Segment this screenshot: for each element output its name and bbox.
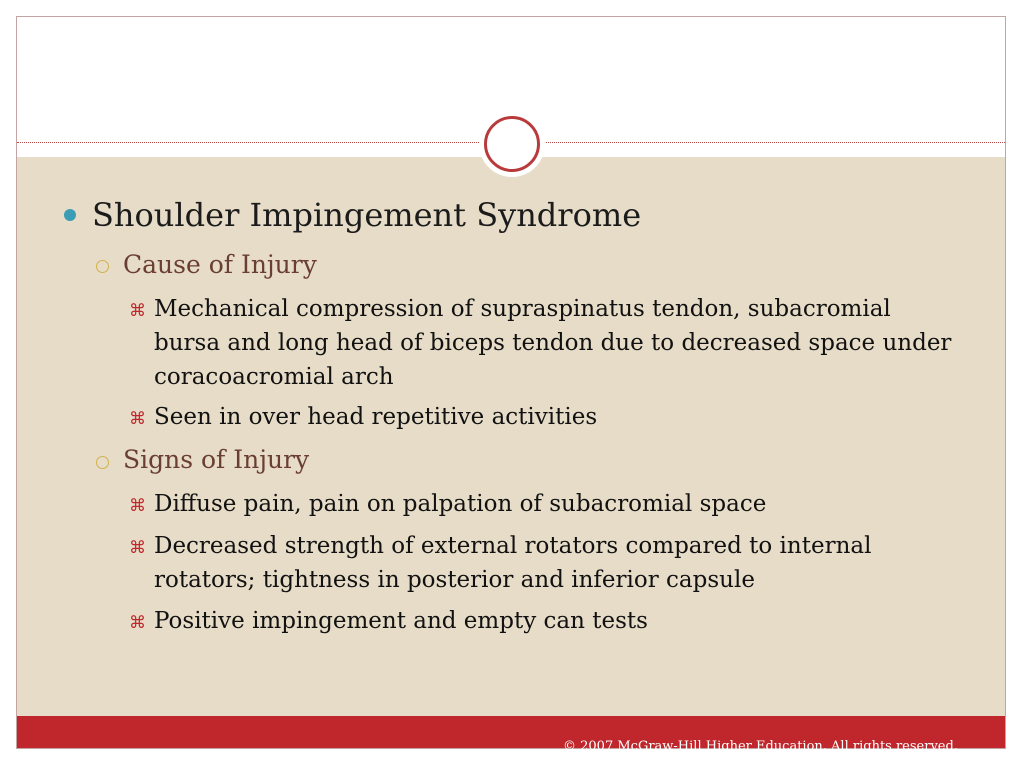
ornament-x-bullet-icon: ⌘ (129, 538, 146, 558)
list-item: Diffuse pain, pain on palpation of subacromial space (154, 491, 767, 517)
ornament-x-bullet-icon: ⌘ (129, 613, 146, 633)
filled-circle-bullet-icon (64, 209, 76, 221)
list-item: Seen in over head repetitive activities (154, 404, 598, 430)
list-item: Decreased strength of external rotators compared to internal rotators; tightness in posterior and inferior capsule (154, 533, 872, 593)
slide-title: Shoulder Impingement Syndrome (92, 196, 642, 234)
hollow-circle-bullet-icon (96, 260, 109, 273)
ornament-x-bullet-icon: ⌘ (129, 301, 146, 321)
ornament-x-bullet-icon: ⌘ (129, 409, 146, 429)
ornament-x-bullet-icon: ⌘ (129, 496, 146, 516)
list-item: Positive impingement and empty can tests (154, 608, 648, 634)
hollow-circle-bullet-icon (96, 456, 109, 469)
section-heading-signs: Signs of Injury (123, 445, 310, 474)
ring-ornament-inner (484, 116, 540, 172)
section-heading-cause: Cause of Injury (123, 250, 317, 279)
copyright-notice: © 2007 McGraw-Hill Higher Education. All rights reserved. (563, 739, 958, 754)
list-item: Mechanical compression of supraspinatus tendon, subacromial bursa and long head of biceps tendon due to decreased space under coracoacromial arch (154, 296, 952, 390)
